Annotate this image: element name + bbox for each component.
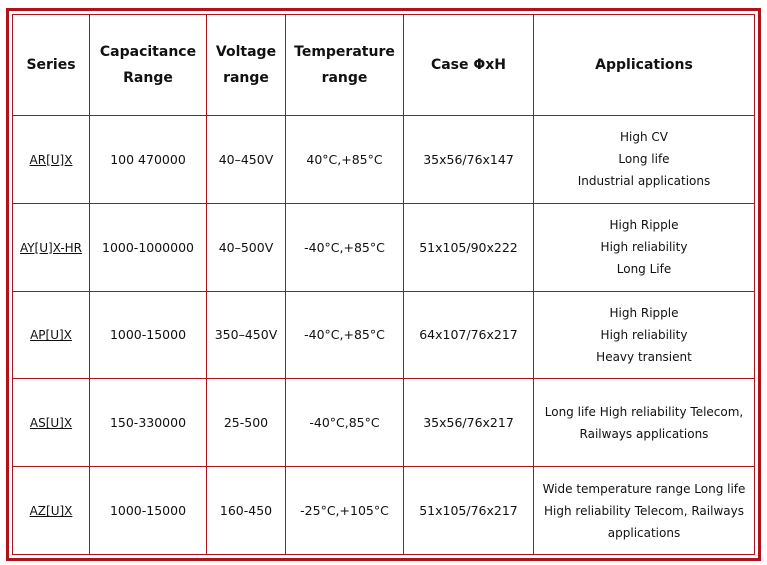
temperature-cell: -40°C,+85°C <box>286 203 404 291</box>
series-link-arux[interactable]: AR[U]X <box>29 152 73 167</box>
applications-cell <box>534 467 755 555</box>
capacitance-cell: 1000-15000 <box>90 291 207 379</box>
series-cell <box>13 467 90 555</box>
header-series: Series <box>13 15 90 116</box>
table-row <box>13 467 755 555</box>
series-cell <box>13 203 90 291</box>
application-line: High reliability <box>600 327 688 342</box>
capacitance-cell: 1000-1000000 <box>90 203 207 291</box>
temperature-cell: -25°C,+105°C <box>286 467 404 555</box>
application-line: Long life High reliability Telecom, <box>544 404 744 419</box>
application-line: High Ripple <box>609 218 679 233</box>
series-cell <box>13 379 90 467</box>
header-applications: Applications <box>534 15 755 116</box>
header-voltage: Voltage range <box>207 15 286 116</box>
capacitor-series-table <box>12 14 755 555</box>
capacitance-cell: 1000-15000 <box>90 467 207 555</box>
table-row <box>13 379 755 467</box>
voltage-cell: 25-500 <box>207 379 286 467</box>
applications-cell <box>534 379 755 467</box>
application-line: High CV <box>620 130 668 145</box>
voltage-cell: 40–450V <box>207 116 286 204</box>
application-line: High reliability Telecom, Railways <box>544 503 744 518</box>
temperature-cell: 40°C,+85°C <box>286 116 404 204</box>
application-line: Railways applications <box>579 426 709 441</box>
series-link-asux[interactable]: AS[U]X <box>29 416 73 431</box>
table-row <box>13 203 755 291</box>
application-line: Long Life <box>616 262 672 277</box>
voltage-cell: 160-450 <box>207 467 286 555</box>
application-line: Long life <box>618 152 670 167</box>
series-link-apux[interactable]: AP[U]X <box>30 328 72 343</box>
applications-cell <box>534 116 755 204</box>
table-row <box>13 116 755 204</box>
header-capacitance: Capacitance Range <box>90 15 207 116</box>
case-cell: 51x105/90x222 <box>404 203 534 291</box>
applications-cell <box>534 291 755 379</box>
voltage-cell: 350–450V <box>207 291 286 379</box>
temperature-cell: -40°C,85°C <box>286 379 404 467</box>
header-row <box>13 15 755 116</box>
application-line: applications <box>607 525 681 540</box>
application-line: High reliability <box>600 240 688 255</box>
capacitance-cell: 150-330000 <box>90 379 207 467</box>
application-line: Heavy transient <box>596 349 692 364</box>
case-cell: 51x105/76x217 <box>404 467 534 555</box>
table-row <box>13 291 755 379</box>
header-case: Case ΦxH <box>404 15 534 116</box>
series-cell <box>13 116 90 204</box>
application-line: High Ripple <box>609 305 679 320</box>
capacitance-cell: 100 470000 <box>90 116 207 204</box>
case-cell: 35x56/76x147 <box>404 116 534 204</box>
applications-cell <box>534 203 755 291</box>
temperature-cell: -40°C,+85°C <box>286 291 404 379</box>
series-cell <box>13 291 90 379</box>
application-line: Wide temperature range Long life <box>542 481 746 496</box>
voltage-cell: 40–500V <box>207 203 286 291</box>
case-cell: 35x56/76x217 <box>404 379 534 467</box>
application-line: Industrial applications <box>577 174 711 189</box>
table-frame <box>6 8 761 561</box>
series-link-ayux-hr[interactable]: AY[U]X-HR <box>19 240 83 255</box>
header-temperature: Temperature range <box>286 15 404 116</box>
series-link-azux[interactable]: AZ[U]X <box>29 504 73 519</box>
case-cell: 64x107/76x217 <box>404 291 534 379</box>
